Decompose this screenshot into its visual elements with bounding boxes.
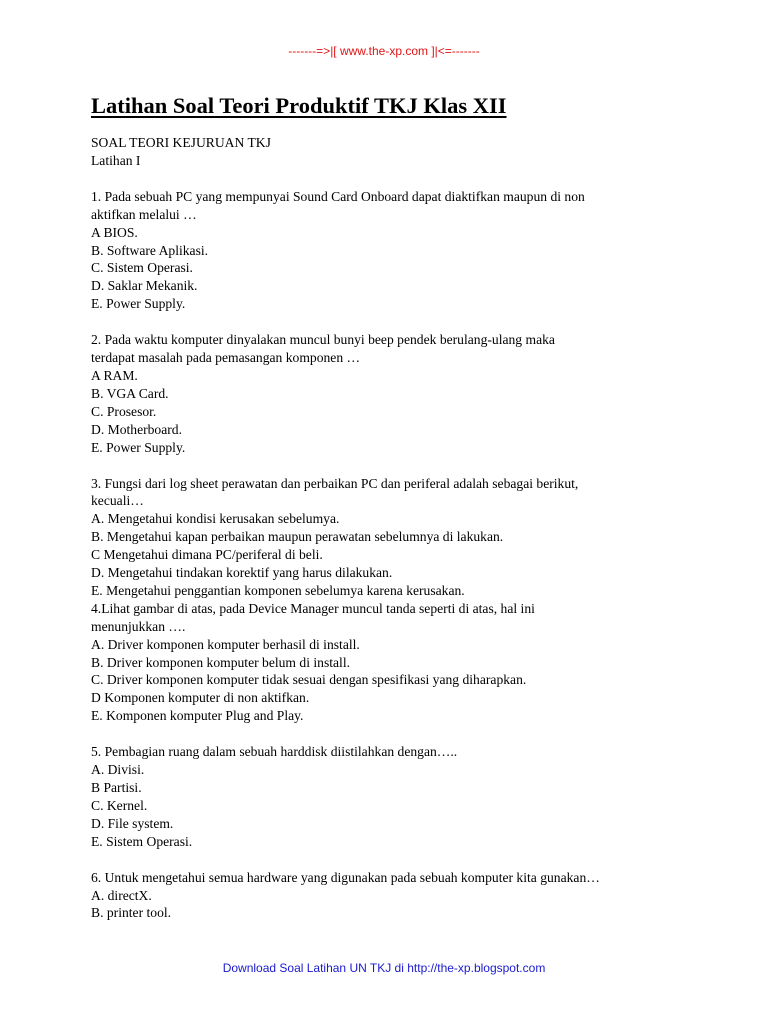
answer-option: B. VGA Card.	[91, 385, 169, 401]
question-text: 3. Fungsi dari log sheet perawatan dan perbaikan PC dan periferal adalah sebagai berikut,	[91, 475, 579, 491]
section-label: Latihan I	[91, 152, 141, 168]
answer-option: E. Komponen komputer Plug and Play.	[91, 708, 304, 724]
page-title: Latihan Soal Teori Produktif TKJ Klas XII	[91, 93, 507, 118]
answer-option: C. Prosesor.	[91, 403, 157, 419]
question-6	[91, 869, 691, 923]
question-5	[91, 743, 691, 850]
question-text: menunjukkan ….	[91, 618, 186, 634]
answer-option: C Mengetahui dimana PC/periferal di beli.	[91, 547, 323, 563]
question-text: aktifkan melalui …	[91, 206, 197, 222]
answer-option: A. directX.	[91, 887, 152, 903]
answer-option: A RAM.	[91, 367, 138, 383]
answer-option: E. Power Supply.	[91, 439, 186, 455]
answer-option: D. Motherboard.	[91, 421, 182, 437]
question-1	[91, 188, 691, 313]
answer-option: B. Driver komponen komputer belum di install.	[91, 654, 350, 670]
question-text: kecuali…	[91, 493, 144, 509]
question-text: 1. Pada sebuah PC yang mempunyai Sound Card Onboard dapat diaktifkan maupun di non	[91, 188, 585, 204]
answer-option: E. Sistem Operasi.	[91, 833, 193, 849]
answer-option: A BIOS.	[91, 224, 138, 240]
question-3	[91, 475, 691, 600]
question-text: 5. Pembagian ruang dalam sebuah harddisk diistilahkan dengan…..	[91, 744, 458, 760]
question-4	[91, 600, 691, 725]
question-text: 2. Pada waktu komputer dinyalakan muncul bunyi beep pendek berulang-ulang maka	[91, 332, 555, 348]
answer-option: A. Divisi.	[91, 762, 145, 778]
subtitle: SOAL TEORI KEJURUAN TKJ	[91, 135, 271, 150]
answer-option: B. Software Aplikasi.	[91, 242, 209, 258]
document-body	[91, 92, 691, 922]
answer-option: C. Sistem Operasi.	[91, 260, 193, 276]
answer-option: A. Mengetahui kondisi kerusakan sebelumya.	[91, 511, 340, 527]
subtitle-block	[91, 134, 691, 170]
question-text: 6. Untuk mengetahui semua hardware yang digunakan pada sebuah komputer kita gunakan…	[91, 869, 600, 885]
answer-option: A. Driver komponen komputer berhasil di install.	[91, 636, 360, 652]
answer-option: D. Mengetahui tindakan korektif yang harus dilakukan.	[91, 565, 393, 581]
answer-option: C. Kernel.	[91, 797, 148, 813]
answer-option: D. Saklar Mekanik.	[91, 278, 198, 294]
answer-option: E. Mengetahui penggantian komponen sebelumya karena kerusakan.	[91, 582, 465, 598]
header-link[interactable]: -------=>|[ www.the-xp.com ]|<=-------	[288, 44, 480, 58]
footer-link[interactable]: Download Soal Latihan UN TKJ di http://the-xp.blogspot.com	[222, 961, 546, 975]
answer-option: C. Driver komponen komputer tidak sesuai dengan spesifikasi yang diharapkan.	[91, 672, 527, 688]
answer-option: B. printer tool.	[91, 905, 172, 921]
question-text: 4.Lihat gambar di atas, pada Device Manager muncul tanda seperti di atas, hal ini	[91, 600, 535, 616]
answer-option: E. Power Supply.	[91, 296, 186, 312]
answer-option: D Komponen komputer di non aktifkan.	[91, 690, 310, 706]
answer-option: B Partisi.	[91, 780, 142, 795]
answer-option: B. Mengetahui kapan perbaikan maupun perawatan sebelumnya di lakukan.	[91, 529, 504, 545]
answer-option: D. File system.	[91, 815, 174, 831]
question-2	[91, 331, 691, 456]
question-text: terdapat masalah pada pemasangan komponen …	[91, 350, 361, 366]
